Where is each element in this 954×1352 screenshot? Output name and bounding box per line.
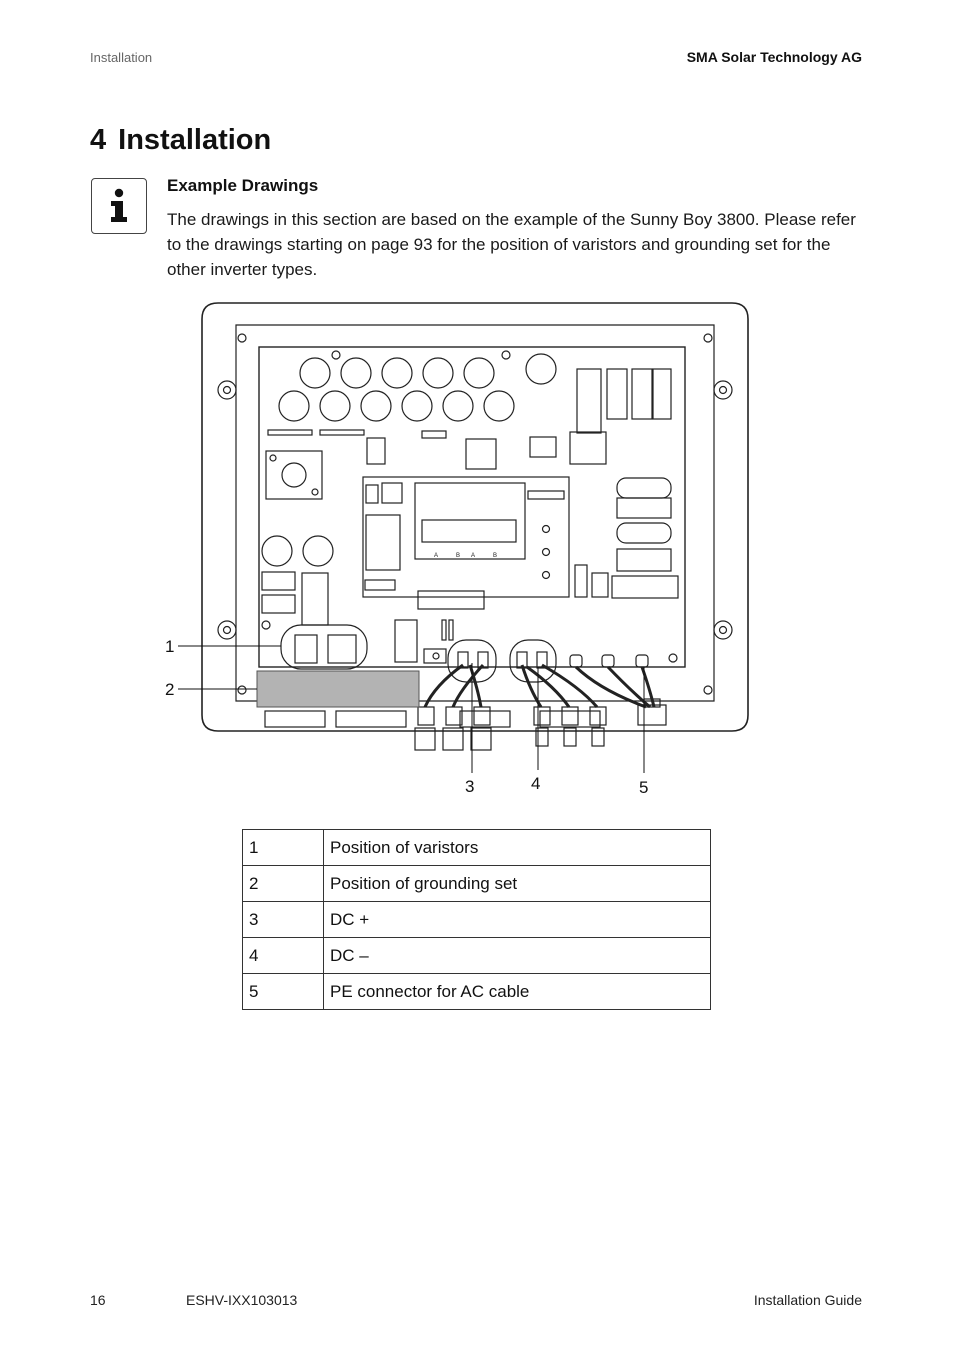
callout-5: 5 — [639, 778, 649, 797]
table-row — [243, 938, 711, 974]
running-header-section: Installation — [90, 50, 153, 65]
chapter-heading — [90, 124, 271, 157]
info-icon — [91, 178, 147, 234]
board-label: B — [456, 553, 461, 559]
legend-table — [242, 829, 711, 1010]
legend-text: Position of varistors — [324, 830, 711, 866]
page-number: 16 — [90, 1292, 106, 1308]
document-type: Installation Guide — [753, 1292, 862, 1308]
callout-1: 1 — [165, 637, 175, 656]
document-code: ESHV-IXX103013 — [186, 1292, 298, 1308]
table-row — [243, 830, 711, 866]
chapter-number: 4 — [90, 124, 107, 156]
board-label: B — [493, 553, 498, 559]
legend-number: 1 — [243, 830, 324, 866]
inverter-drawing — [160, 295, 780, 805]
legend-text: Position of grounding set — [324, 866, 711, 902]
legend-text: PE connector for AC cable — [324, 974, 711, 1010]
running-header-company: SMA Solar Technology AG — [686, 49, 862, 65]
callout-2: 2 — [165, 680, 175, 699]
grounding-set-area — [257, 671, 419, 707]
callout-4: 4 — [531, 774, 541, 793]
legend-number: 3 — [243, 902, 324, 938]
legend-number: 4 — [243, 938, 324, 974]
table-row — [243, 974, 711, 1010]
note-title: Example Drawings — [167, 176, 319, 195]
table-row — [243, 866, 711, 902]
callout-3: 3 — [465, 777, 475, 796]
legend-text: DC – — [324, 938, 711, 974]
board-label: A — [471, 553, 476, 559]
board-label: A — [434, 553, 439, 559]
legend-number: 5 — [243, 974, 324, 1010]
note-body: The drawings in this section are based on the example of the Sunny Boy 3800. Please refer to the drawings starting on page 93 for the position of varistors and grounding set for the other inverter types. — [167, 210, 856, 279]
legend-text: DC + — [324, 902, 711, 938]
chapter-title: Installation — [118, 124, 272, 156]
legend-number: 2 — [243, 866, 324, 902]
table-row — [243, 902, 711, 938]
